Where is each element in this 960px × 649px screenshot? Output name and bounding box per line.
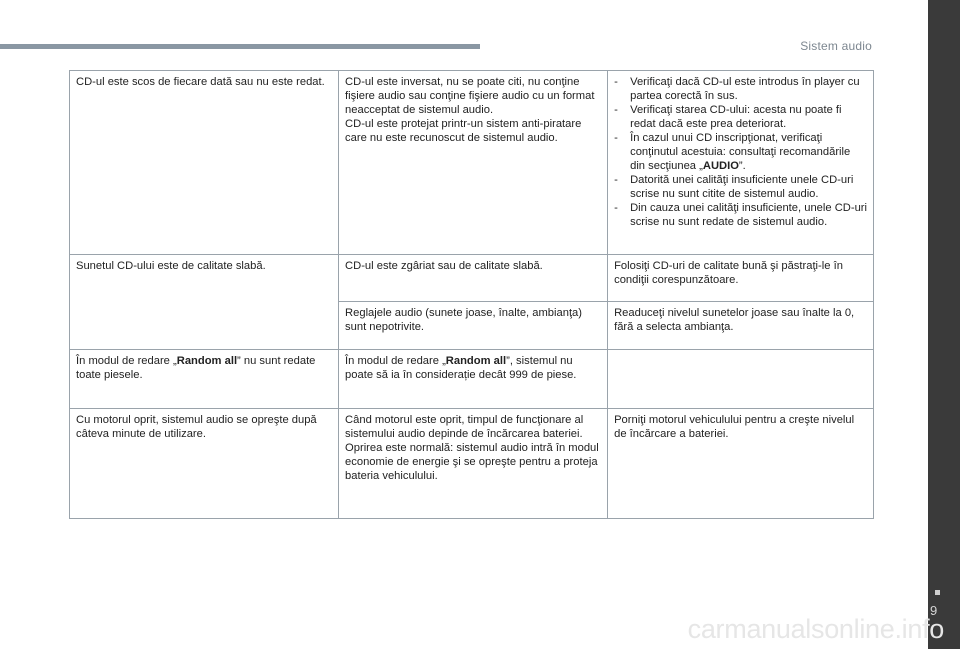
header-rule [0, 44, 480, 49]
page-number: 9 [930, 603, 938, 618]
side-tab-bar [928, 0, 960, 649]
cause-text: ”, sistemul nu poate să ia în considerație decât 999 de piese. [345, 355, 577, 381]
watermark: carmanualsonline.info [687, 614, 944, 644]
cause-cell [339, 255, 608, 302]
solution-list [614, 75, 867, 229]
cause-text: CD-ul este inversat, nu se poate citi, nu conţine fişiere audio sau conţine fişiere audio cu un format neacceptat de sistemul audio. [345, 76, 595, 116]
table-row [70, 71, 874, 255]
troubleshooting-table [69, 70, 874, 519]
list-item [614, 131, 867, 173]
cause-text: Reglajele audio (sunete joase, înalte, ambianţa) sunt nepotrivite. [345, 307, 583, 333]
problem-text: Sunetul CD-ului este de calitate slabă. [76, 260, 266, 272]
cause-cell [339, 409, 608, 519]
problem-text: ” nu sunt redate toate piesele. [76, 355, 316, 381]
list-item: - Verificaţi starea CD-ului: acesta nu poate fi redat dacă este prea deteriorat. [614, 103, 867, 131]
cause-text: Când motorul este oprit, timpul de funcţionare al sistemului audio depinde de încărcarea bateriei. [345, 414, 584, 440]
solution-text: Readuceţi nivelul sunetelor joase sau înalte la 0, fără a selecta ambianţa. [614, 307, 855, 333]
solution-cell [608, 71, 874, 255]
cause-text: CD-ul este zgâriat sau de calitate slabă. [345, 260, 543, 272]
problem-text: Cu motorul oprit, sistemul audio se opreşte după câteva minute de utilizare. [76, 414, 317, 440]
cause-text: Oprirea este normală: sistemul audio intră în modul economie de energie şi se opreşte pentru a proteja bateria vehiculului. [345, 442, 599, 482]
cause-cell [339, 71, 608, 255]
troubleshooting-table-wrapper [69, 70, 874, 519]
list-item-text: În cazul unui CD inscripţionat, verificaţi conţinutul acestuia: consultaţi recomandările din secţiunea „ [630, 132, 851, 172]
mode-name: Random all [176, 355, 238, 367]
solution-text: Folosiţi CD-uri de calitate bună şi păstraţi-le în condiţii corespunzătoare. [614, 260, 843, 286]
table-row [70, 350, 874, 409]
cause-cell [339, 302, 608, 350]
problem-text: În modul de redare „ [76, 355, 177, 367]
solution-cell [608, 350, 874, 409]
audio-section-reference: AUDIO [702, 160, 739, 172]
problem-text: CD-ul este scos de fiecare dată sau nu este redat. [76, 76, 325, 88]
page-marker-square [935, 590, 940, 595]
solution-cell [608, 302, 874, 350]
table-row [70, 255, 874, 302]
table-row [70, 409, 874, 519]
section-title: Sistem audio [800, 39, 872, 53]
solution-cell [608, 409, 874, 519]
list-item: - Din cauza unei calităţi insuficiente, unele CD-uri scrise nu sunt redate de sistemul audio. [614, 201, 867, 229]
solution-cell [608, 255, 874, 302]
solution-text: Porniţi motorul vehiculului pentru a creşte nivelul de încărcare a bateriei. [614, 414, 855, 440]
list-item: - Verificaţi dacă CD-ul este introdus în player cu partea corectă în sus. [614, 75, 867, 103]
problem-cell [70, 71, 339, 255]
mode-name: Random all [445, 355, 507, 367]
cause-text: În modul de redare „ [345, 355, 446, 367]
problem-cell [70, 409, 339, 519]
list-item: - Datorită unei calităţi insuficiente unele CD-uri scrise nu sunt citite de sistemul audio. [614, 173, 867, 201]
list-item-text: ”. [738, 160, 746, 172]
cause-text: CD-ul este protejat printr-un sistem anti-piratare care nu este recunoscut de sistemul audio. [345, 118, 582, 144]
problem-cell [70, 350, 339, 409]
problem-cell [70, 255, 339, 350]
cause-cell [339, 350, 608, 409]
